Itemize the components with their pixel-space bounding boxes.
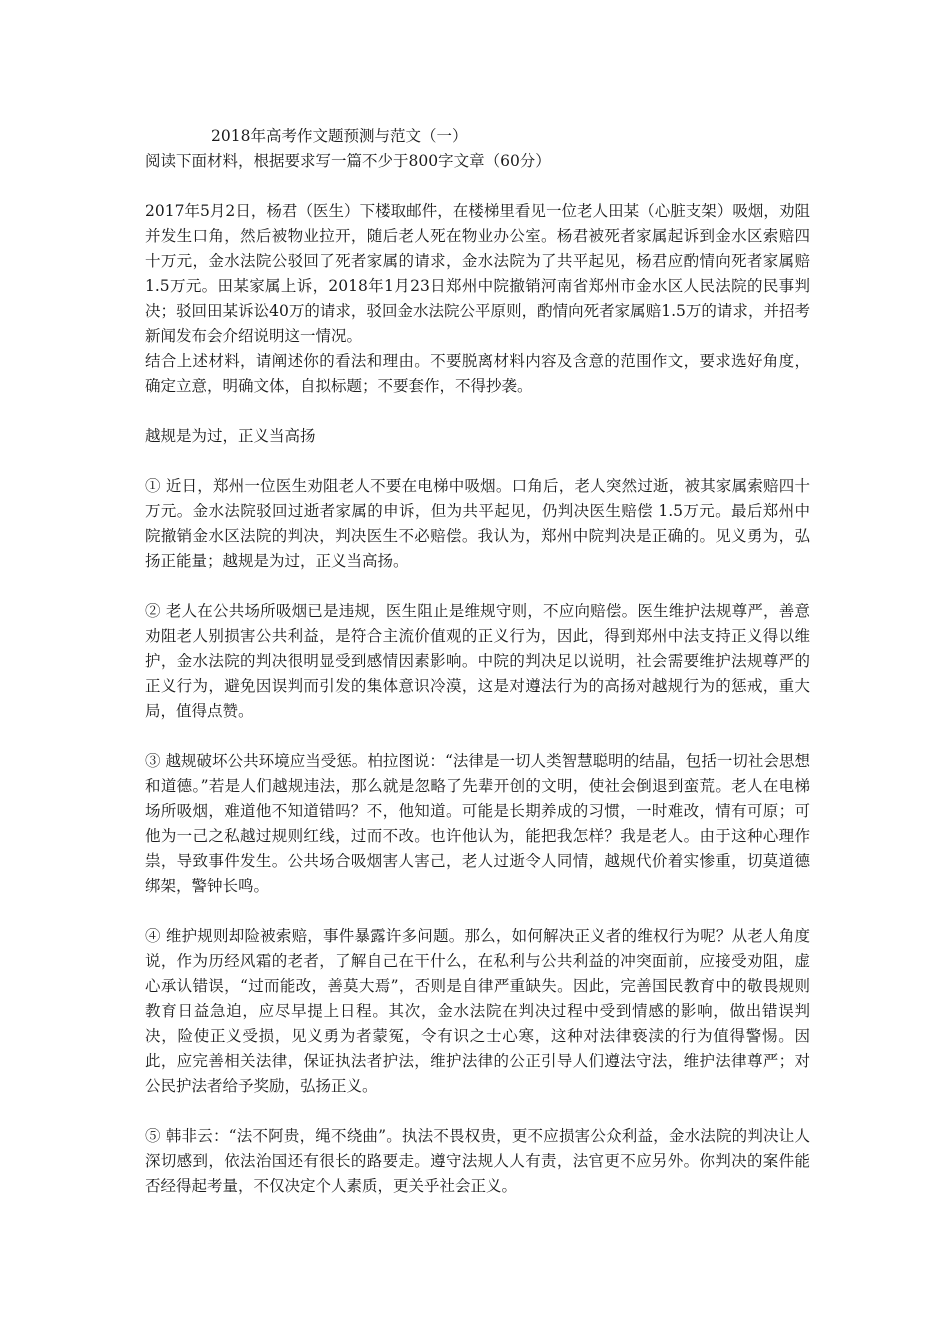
document-title: 2018年高考作文题预测与范文（一）	[211, 127, 468, 145]
essay-paragraph-5: ⑤ 韩非云：“法不阿贵，绳不绕曲”。执法不畏权贵，更不应损害公众利益，金水法院的判决让人深切感到，依法治国还有很长的路要走。遵守法规人人有责，法官更不应另外。你判决的案件能否经得起考量，不仅决定个人素质，更关乎社会正义。	[145, 1127, 810, 1195]
spacer	[145, 174, 810, 199]
instruction-text: 阅读下面材料，根据要求写一篇不少于800字文章（60分）	[145, 152, 551, 170]
spacer	[145, 724, 810, 749]
essay-paragraph-3: ③ 越规破坏公共环境应当受惩。柏拉图说：“法律是一切人类智慧聪明的结晶，包括一切社会思想和道德。”若是人们越规违法，那么就是忽略了先辈开创的文明，使社会倒退到蛮荒。老人在电梯场所吸烟，难道他不知道错吗？不，他知道。可能是长期养成的习惯，一时难改，情有可原；可他为一己之私越过规则红线，过而不改。也许他认为，能把我怎样？我是老人。由于这种心理作祟，导致事件发生。公共场合吸烟害人害己，老人过逝令人同情，越规代价着实惨重，切莫道德绑架，警钟长鸣。	[145, 752, 810, 895]
spacer	[145, 399, 810, 424]
material-paragraph: 2017年5月2日，杨君（医生）下楼取邮件，在楼梯里看见一位老人田某（心脏支架）吸烟，劝阻并发生口角，然后被物业拉开，随后老人死在物业办公室。杨君被死者家属起诉到金水区索赔四十万元，金水法院公驳回了死者家属的请求，金水法院为了共平起见，杨君应酌情向死者家属赔1.5万元。田某家属上诉，2018年1月23日郑州中院撤销河南省郑州市金水区人民法院的民事判决；驳回田某诉讼40万的请求，驳回金水法院公平原则，酌情向死者家属赔1.5万的请求，并招考新闻发布会介绍说明这一情况。	[145, 202, 810, 345]
spacer	[145, 899, 810, 924]
essay-paragraph-1: ① 近日，郑州一位医生劝阻老人不要在电梯中吸烟。口角后，老人突然过逝，被其家属索赔四十万元。金水法院驳回过逝者家属的申诉，但为共平起见，仍判决医生赔偿 1.5万元。最后郑州中院撤销金水区法院的判决，判决医生不必赔偿。我认为，郑州中院判决是正确的。见义勇为，弘扬正能量；越规是为过，正义当高扬。	[145, 477, 810, 570]
essay-paragraph-2: ② 老人在公共场所吸烟已是违规，医生阻止是维规守则，不应向赔偿。医生维护法规尊严，善意劝阻老人别损害公共利益，是符合主流价值观的正义行为，因此，得到郑州中法支持正义得以维护，金水法院的判决很明显受到感情因素影响。中院的判决足以说明，社会需要维护法规尊严的正义行为，避免因误判而引发的集体意识冷漠，这是对遵法行为的高扬对越规行为的惩戒，重大局，值得点赞。	[145, 602, 810, 720]
essay-paragraph-4: ④ 维护规则却险被索赔，事件暴露许多问题。那么，如何解决正义者的维权行为呢？从老人角度说，作为历经风霜的老者，了解自己在干什么，在私利与公共利益的冲突面前，应接受劝阻，虚心承认错误，“过而能改，善莫大焉”，否则是自律严重缺失。因此，完善国民教育中的敬畏规则教育日益急迫，应尽早提上日程。其次，金水法院在判决过程中受到情感的影响，做出错误判决，险使正义受损，见义勇为者蒙冤，令有识之士心寒，这种对法律亵渎的行为值得警惕。因此，应完善相关法律，保证执法者护法，维护法律的公正引导人们遵法守法，维护法律尊严；对公民护法者给予奖励，弘扬正义。	[145, 927, 810, 1095]
spacer	[145, 1099, 810, 1124]
spacer	[145, 574, 810, 599]
document-content	[145, 124, 810, 1199]
spacer	[145, 449, 810, 474]
requirement-paragraph: 结合上述材料，请阐述你的看法和理由。不要脱离材料内容及含意的范围作文，要求选好角度，确定立意，明确文体，自拟标题；不要套作，不得抄袭。	[145, 352, 810, 395]
essay-title: 越规是为过，正义当高扬	[145, 427, 316, 445]
